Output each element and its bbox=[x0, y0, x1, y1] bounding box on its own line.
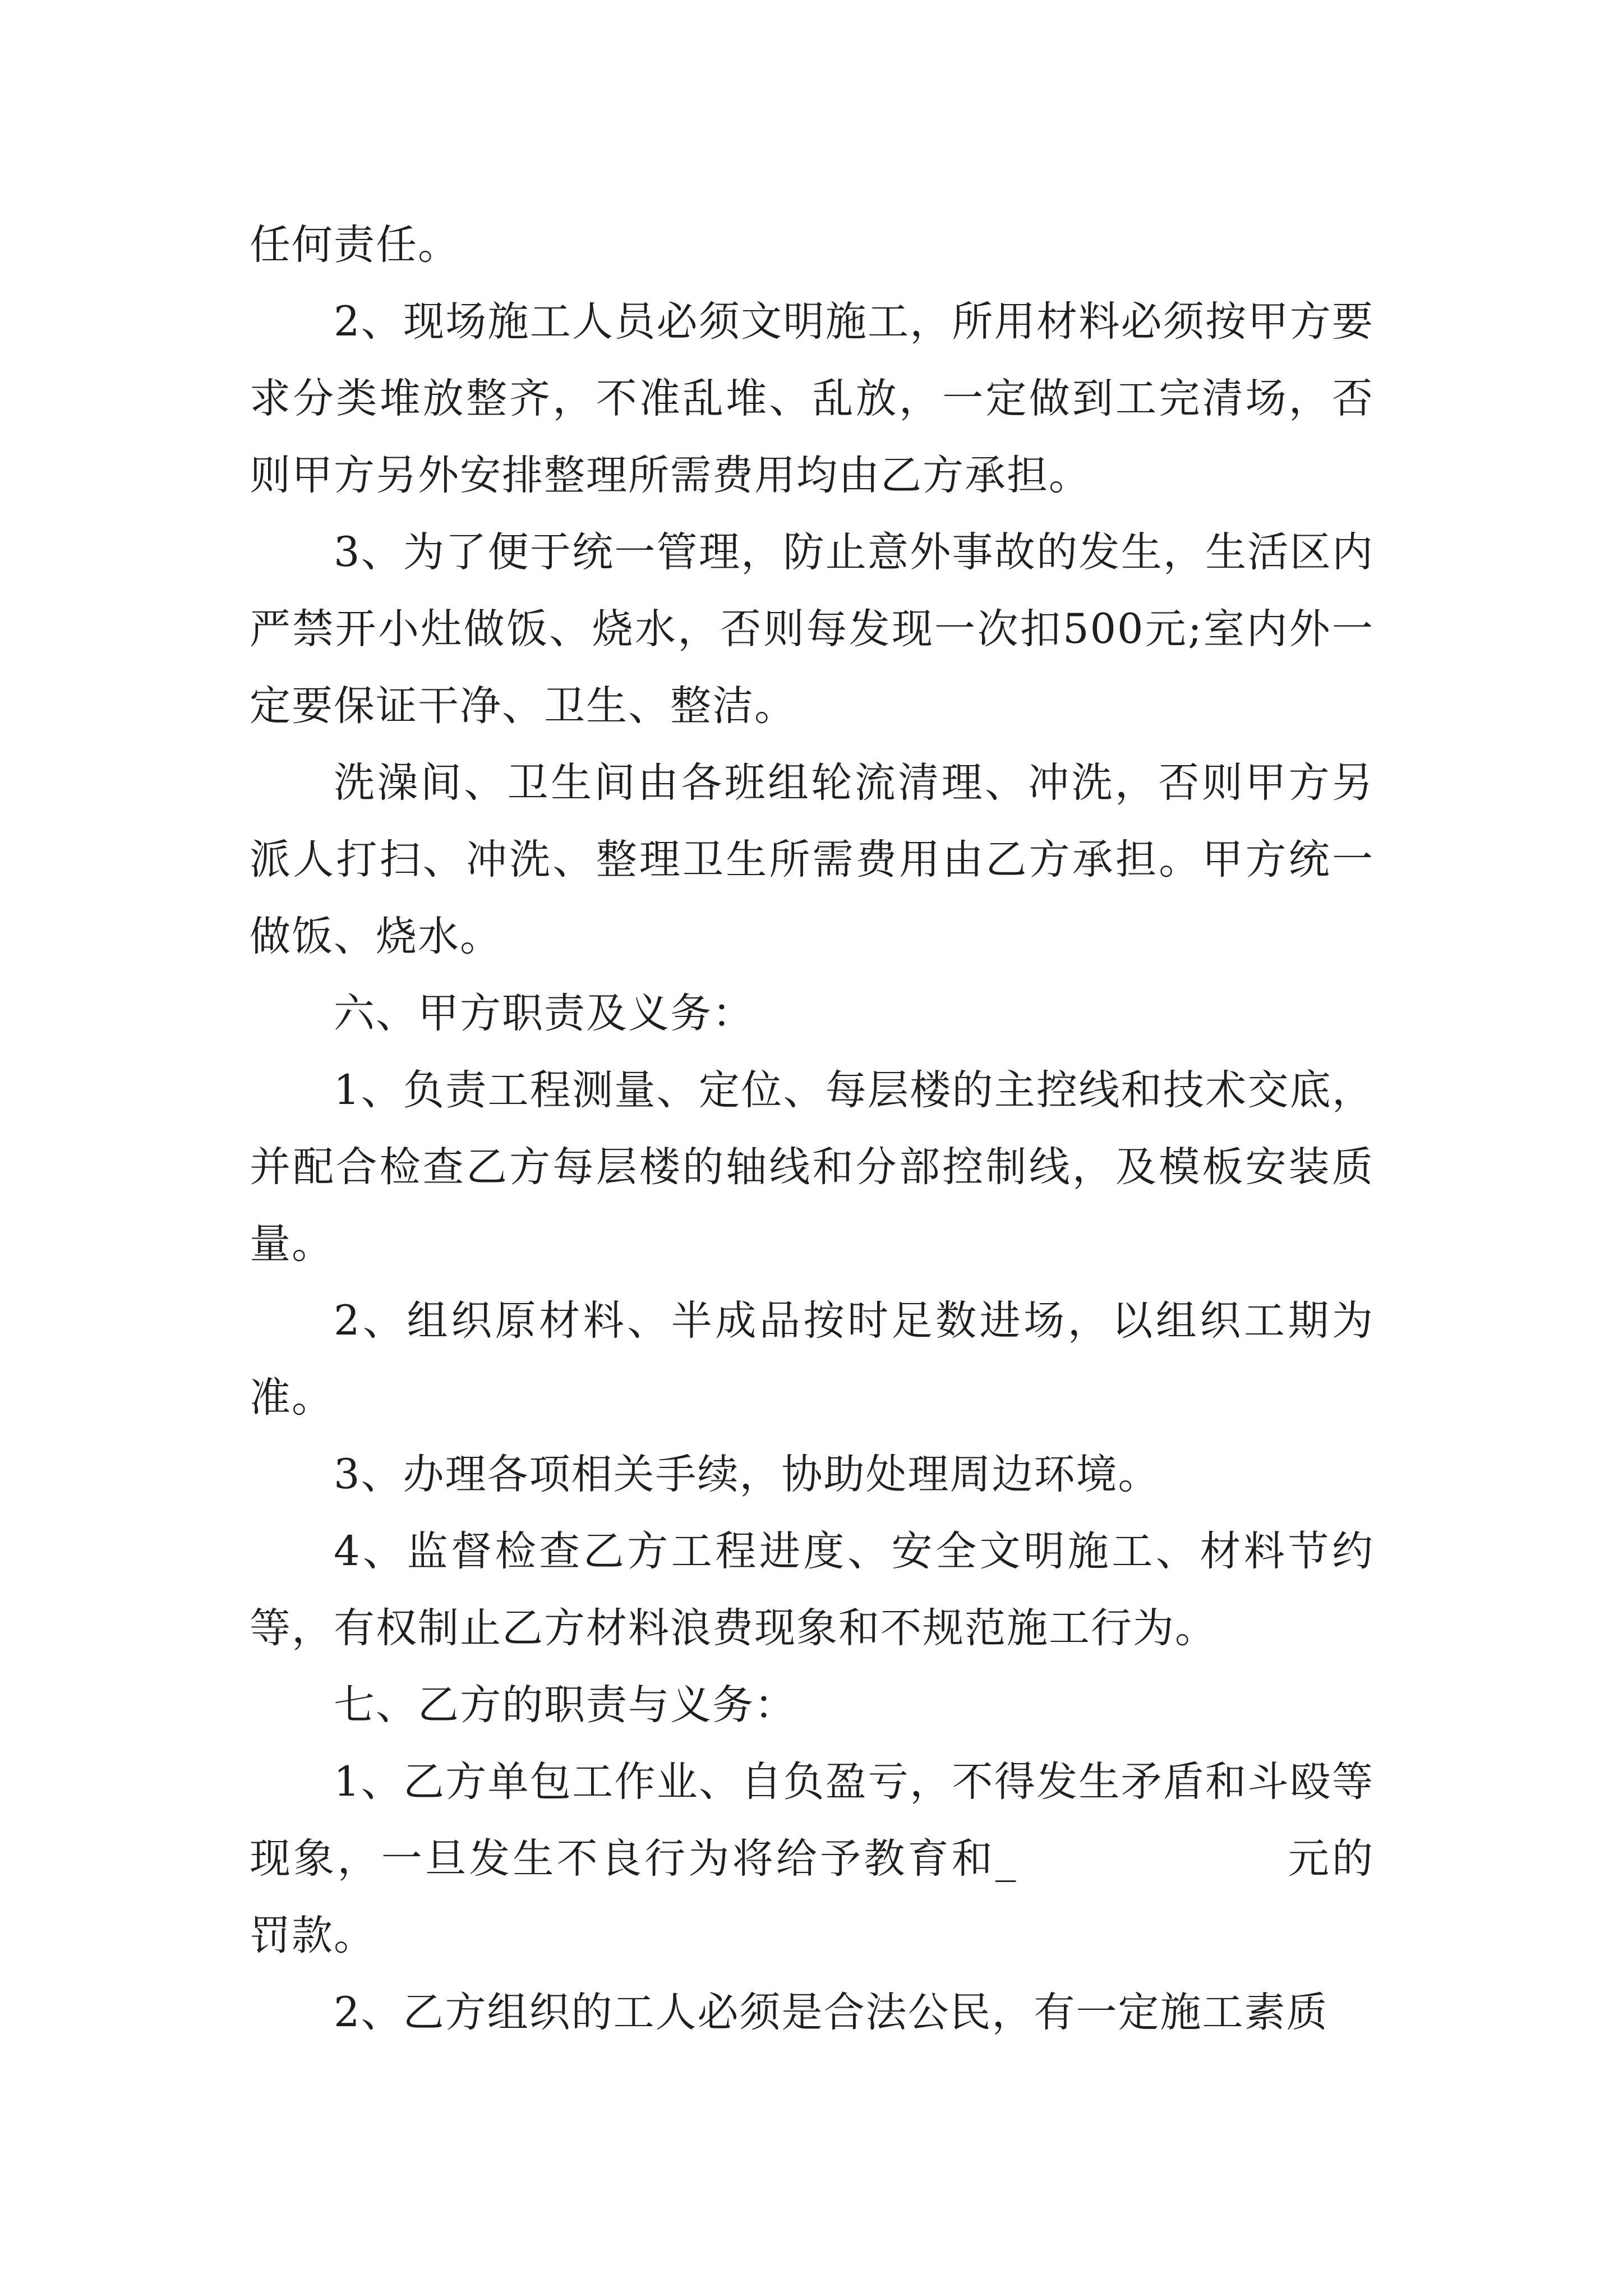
document-body bbox=[250, 206, 1374, 2051]
paragraph-text-before-blank: 1、乙方单包工作业、自负盈亏，不得发生矛盾和斗殴等现象，一旦发生不良行为将给予教育和_ bbox=[250, 1758, 1374, 1883]
paragraph: 3、办理各项相关手续，协助处理周边环境。 bbox=[334, 1451, 1160, 1498]
paragraph: 任何责任。 bbox=[250, 221, 460, 269]
section-heading: 六、甲方职责及义务： bbox=[334, 990, 754, 1037]
paragraph: 2、乙方组织的工人必须是合法公民，有一定施工素质 bbox=[334, 1989, 1329, 2036]
paragraph: 4、监督检查乙方工程进度、安全文明施工、材料节约等，有权制止乙方材料浪费现象和不规范施工行为。 bbox=[250, 1527, 1374, 1652]
paragraph-with-blank bbox=[250, 1743, 1374, 1974]
paragraph: 洗澡间、卫生间由各班组轮流清理、冲洗，否则甲方另派人打扫、冲洗、整理卫生所需费用由乙方承担。甲方统一做饭、烧水。 bbox=[250, 759, 1374, 960]
section-heading: 七、乙方的职责与义务： bbox=[334, 1681, 796, 1729]
paragraph: 3、为了便于统一管理，防止意外事故的发生，生活区内严禁开小灶做饭、烧水，否则每发现一次扣500元;室内外一定要保证干净、卫生、整洁。 bbox=[250, 528, 1374, 730]
paragraph-text-after-blank: 元的罚款。 bbox=[250, 1835, 1375, 1959]
paragraph: 1、负责工程测量、定位、每层楼的主控线和技术交底，并配合检查乙方每层楼的轴线和分部控制线，及模板安装质量。 bbox=[250, 1066, 1374, 1268]
paragraph: 2、现场施工人员必须文明施工，所用材料必须按甲方要求分类堆放整齐，不准乱堆、乱放，一定做到工完清场，否则甲方另外安排整理所需费用均由乙方承担。 bbox=[250, 298, 1374, 499]
paragraph: 2、组织原材料、半成品按时足数进场，以组织工期为准。 bbox=[250, 1297, 1374, 1421]
